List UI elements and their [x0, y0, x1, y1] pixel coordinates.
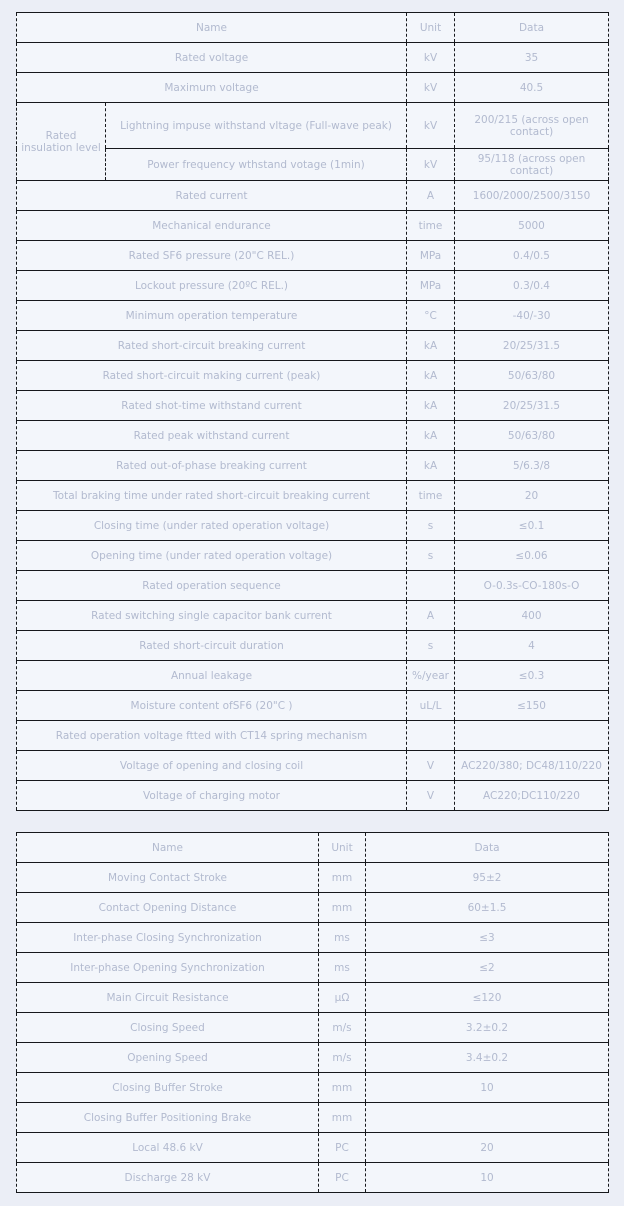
cell-unit: kA — [407, 421, 455, 451]
cell-name: Opening time (under rated operation voltage) — [17, 541, 407, 571]
table-row — [17, 721, 609, 751]
cell-unit: kV — [407, 103, 455, 149]
cell-name: Rated operation voltage ftted with CT14 spring mechanism — [17, 721, 407, 751]
cell-name: Annual leakage — [17, 661, 407, 691]
cell-unit: V — [407, 781, 455, 811]
cell-unit: ms — [319, 953, 366, 983]
cell-unit: s — [407, 511, 455, 541]
cell-unit: μΩ — [319, 983, 366, 1013]
table-row — [17, 481, 609, 511]
table-head — [17, 833, 609, 863]
cell-unit: time — [407, 481, 455, 511]
cell-unit: s — [407, 541, 455, 571]
cell-name: Closing Speed — [17, 1013, 319, 1043]
cell-name: Local 48.6 kV — [17, 1133, 319, 1163]
cell-data: ≤3 — [366, 923, 609, 953]
cell-data: O-0.3s-CO-180s-O — [455, 571, 609, 601]
cell-data: 95/118 (across open contact) — [455, 149, 609, 181]
cell-name: Contact Opening Distance — [17, 893, 319, 923]
cell-name: Rated voltage — [17, 43, 407, 73]
table-row — [17, 211, 609, 241]
table-row — [17, 781, 609, 811]
cell-unit: m/s — [319, 1013, 366, 1043]
cell-name: Lockout pressure (20ºC REL.) — [17, 271, 407, 301]
cell-data: 0.4/0.5 — [455, 241, 609, 271]
cell-unit: PC — [319, 1133, 366, 1163]
cell-data: 10 — [366, 1073, 609, 1103]
cell-unit: mm — [319, 893, 366, 923]
cell-data: 50/63/80 — [455, 361, 609, 391]
table-row — [17, 983, 609, 1013]
cell-name: Rated short-circuit making current (peak) — [17, 361, 407, 391]
table-row — [17, 691, 609, 721]
table-row — [17, 361, 609, 391]
cell-data — [366, 1103, 609, 1133]
cell-unit: MPa — [407, 241, 455, 271]
table-row — [17, 601, 609, 631]
cell-data: 60±1.5 — [366, 893, 609, 923]
cell-data: 20/25/31.5 — [455, 391, 609, 421]
table-row — [17, 953, 609, 983]
cell-name: Main Circuit Resistance — [17, 983, 319, 1013]
table-row — [17, 571, 609, 601]
cell-name: Total braking time under rated short-circuit breaking current — [17, 481, 407, 511]
cell-unit: uL/L — [407, 691, 455, 721]
cell-name: Closing Buffer Positioning Brake — [17, 1103, 319, 1133]
cell-unit: kA — [407, 451, 455, 481]
header-unit: Unit — [319, 833, 366, 863]
cell-data: 4 — [455, 631, 609, 661]
cell-group-label: Rated insulation level — [17, 103, 106, 181]
cell-name: Closing time (under rated operation voltage) — [17, 511, 407, 541]
cell-data: AC220;DC110/220 — [455, 781, 609, 811]
table-body — [17, 43, 609, 811]
cell-data: -40/-30 — [455, 301, 609, 331]
cell-unit — [407, 571, 455, 601]
table-row — [17, 301, 609, 331]
table-row — [17, 1073, 609, 1103]
cell-unit: MPa — [407, 271, 455, 301]
cell-name: Power frequency wthstand votage (1min) — [106, 149, 407, 181]
cell-data: ≤0.06 — [455, 541, 609, 571]
spec-table-primary — [16, 12, 609, 811]
table-row — [17, 73, 609, 103]
cell-name: Rated shot-time withstand current — [17, 391, 407, 421]
table-row — [17, 451, 609, 481]
table-row — [17, 103, 609, 149]
header-name: Name — [17, 833, 319, 863]
cell-data: AC220/380; DC48/110/220 — [455, 751, 609, 781]
cell-data: 20 — [366, 1133, 609, 1163]
cell-unit: PC — [319, 1163, 366, 1193]
cell-data: ≤2 — [366, 953, 609, 983]
cell-unit: mm — [319, 1073, 366, 1103]
cell-data: 3.4±0.2 — [366, 1043, 609, 1073]
table-row — [17, 511, 609, 541]
cell-name: Mechanical endurance — [17, 211, 407, 241]
table-row — [17, 391, 609, 421]
cell-unit: time — [407, 211, 455, 241]
table-row — [17, 893, 609, 923]
cell-data: ≤150 — [455, 691, 609, 721]
cell-unit: A — [407, 601, 455, 631]
cell-name: Voltage of charging motor — [17, 781, 407, 811]
table-row — [17, 149, 609, 181]
cell-unit: kV — [407, 43, 455, 73]
cell-data — [455, 721, 609, 751]
cell-unit: kA — [407, 361, 455, 391]
cell-name: Rated switching single capacitor bank current — [17, 601, 407, 631]
cell-name: Maximum voltage — [17, 73, 407, 103]
cell-data: 3.2±0.2 — [366, 1013, 609, 1043]
table-body — [17, 863, 609, 1193]
cell-name: Minimum operation temperature — [17, 301, 407, 331]
header-data: Data — [455, 13, 609, 43]
cell-data: 50/63/80 — [455, 421, 609, 451]
cell-unit — [407, 721, 455, 751]
header-row — [17, 13, 609, 43]
cell-unit: kV — [407, 73, 455, 103]
header-data: Data — [366, 833, 609, 863]
cell-unit: m/s — [319, 1043, 366, 1073]
cell-unit: kV — [407, 149, 455, 181]
table-row — [17, 241, 609, 271]
cell-unit: %/year — [407, 661, 455, 691]
cell-data: ≤120 — [366, 983, 609, 1013]
cell-unit: kA — [407, 391, 455, 421]
table-row — [17, 1103, 609, 1133]
table-head — [17, 13, 609, 43]
cell-name: Voltage of opening and closing coil — [17, 751, 407, 781]
cell-unit: mm — [319, 863, 366, 893]
spec-table-secondary — [16, 832, 609, 1193]
cell-name: Rated short-circuit duration — [17, 631, 407, 661]
header-name: Name — [17, 13, 407, 43]
table-row — [17, 1163, 609, 1193]
cell-name: Rated out-of-phase breaking current — [17, 451, 407, 481]
table-row — [17, 181, 609, 211]
table-row — [17, 863, 609, 893]
cell-data: 400 — [455, 601, 609, 631]
cell-data: 10 — [366, 1163, 609, 1193]
cell-name: Moisture content ofSF6 (20"C ) — [17, 691, 407, 721]
cell-unit: kA — [407, 331, 455, 361]
cell-data: 5000 — [455, 211, 609, 241]
header-row — [17, 833, 609, 863]
cell-name: Rated current — [17, 181, 407, 211]
table-row — [17, 421, 609, 451]
cell-data: 200/215 (across open contact) — [455, 103, 609, 149]
cell-name: Lightning impuse withstand vltage (Full-wave peak) — [106, 103, 407, 149]
table-row — [17, 661, 609, 691]
cell-unit: ms — [319, 923, 366, 953]
table-row — [17, 751, 609, 781]
cell-name: Closing Buffer Stroke — [17, 1073, 319, 1103]
cell-data: 20 — [455, 481, 609, 511]
cell-data: ≤0.3 — [455, 661, 609, 691]
table-row — [17, 923, 609, 953]
cell-data: 1600/2000/2500/3150 — [455, 181, 609, 211]
cell-name: Rated SF6 pressure (20"C REL.) — [17, 241, 407, 271]
cell-unit: mm — [319, 1103, 366, 1133]
cell-name: Inter-phase Opening Synchronization — [17, 953, 319, 983]
table-row — [17, 1013, 609, 1043]
table-row — [17, 271, 609, 301]
cell-data: 20/25/31.5 — [455, 331, 609, 361]
table-row — [17, 43, 609, 73]
cell-name: Moving Contact Stroke — [17, 863, 319, 893]
cell-data: 95±2 — [366, 863, 609, 893]
cell-name: Discharge 28 kV — [17, 1163, 319, 1193]
table-row — [17, 1043, 609, 1073]
cell-name: Rated operation sequence — [17, 571, 407, 601]
cell-data: 40.5 — [455, 73, 609, 103]
cell-unit: A — [407, 181, 455, 211]
table-row — [17, 1133, 609, 1163]
cell-unit: °C — [407, 301, 455, 331]
cell-name: Rated peak withstand current — [17, 421, 407, 451]
cell-data: ≤0.1 — [455, 511, 609, 541]
cell-data: 0.3/0.4 — [455, 271, 609, 301]
cell-name: Inter-phase Closing Synchronization — [17, 923, 319, 953]
cell-data: 5/6.3/8 — [455, 451, 609, 481]
cell-name: Opening Speed — [17, 1043, 319, 1073]
cell-unit: V — [407, 751, 455, 781]
table-row — [17, 331, 609, 361]
cell-data: 35 — [455, 43, 609, 73]
cell-name: Rated short-circuit breaking current — [17, 331, 407, 361]
table-row — [17, 631, 609, 661]
header-unit: Unit — [407, 13, 455, 43]
cell-unit: s — [407, 631, 455, 661]
table-row — [17, 541, 609, 571]
